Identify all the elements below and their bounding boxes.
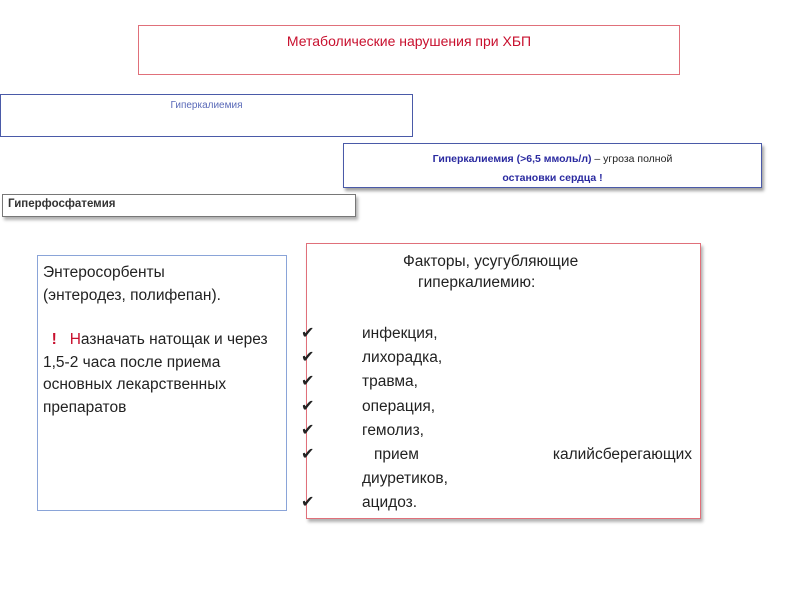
- page-title: Метаболические нарушения при ХБП: [138, 25, 680, 75]
- check-icon: ✔: [301, 446, 315, 464]
- check-icon: ✔: [301, 421, 315, 439]
- list-item-text: операция,: [362, 397, 436, 415]
- list-item-text: гемолиз,: [362, 421, 424, 439]
- list-item-text: лихорадка,: [362, 349, 443, 367]
- enterosorbents-title: Энтеросорбенты: [43, 264, 165, 281]
- check-icon: ✔: [301, 349, 315, 367]
- list-item-justified-line: [362, 443, 692, 467]
- threat-bold: Гиперкалиемия (>6,5 ммоль/л): [432, 153, 592, 165]
- check-icon: ✔: [301, 397, 315, 415]
- threat-line-2: остановки сердца !: [502, 172, 603, 184]
- list-item: [301, 443, 692, 491]
- threat-line-1: [344, 150, 761, 169]
- hyperphosphatemia-box: [2, 194, 356, 217]
- check-icon: ✔: [301, 325, 315, 342]
- enterosorbents-box: [37, 255, 287, 511]
- enterosorbents-note: [43, 329, 280, 419]
- list-item-word: калийсберегающих: [552, 446, 692, 464]
- list-item-word: прием: [374, 446, 419, 464]
- enterosorbents-examples: (энтеродез, полифепан).: [43, 286, 221, 304]
- hyperkalemia-threat-box: [343, 143, 762, 188]
- hyperkalemia-box: [0, 94, 413, 137]
- factors-list: [301, 322, 692, 516]
- factors-title-line-2: гиперкалиемию:: [418, 274, 536, 291]
- note-first-letter: Н: [69, 331, 81, 348]
- list-item-text: ацидоз.: [362, 494, 418, 512]
- note-text: азначать натощак и через 1,5-2 часа после приема основных лекарственных препаратов: [43, 331, 268, 416]
- list-item-text: травма,: [362, 373, 418, 391]
- threat-rest: – угроза полной: [591, 153, 673, 165]
- factors-box: [301, 243, 701, 519]
- hyperphosphatemia-label: Гиперфосфатемия: [8, 198, 116, 210]
- list-item: [301, 419, 692, 443]
- list-item: [301, 491, 692, 515]
- list-item: [301, 322, 692, 346]
- list-item-continuation: диуретиков,: [362, 470, 448, 488]
- list-item: [301, 346, 692, 370]
- check-icon: ✔: [301, 373, 315, 391]
- exclamation-icon: !: [51, 331, 57, 348]
- list-item: [301, 370, 692, 394]
- hyperkalemia-label: Гиперкалиемия: [170, 100, 243, 111]
- list-item: [301, 395, 692, 419]
- list-item-text: инфекция,: [362, 325, 438, 342]
- factors-title-line-1: Факторы, усугубляющие: [403, 253, 579, 270]
- factors-title: [403, 251, 578, 293]
- check-icon: ✔: [301, 494, 315, 512]
